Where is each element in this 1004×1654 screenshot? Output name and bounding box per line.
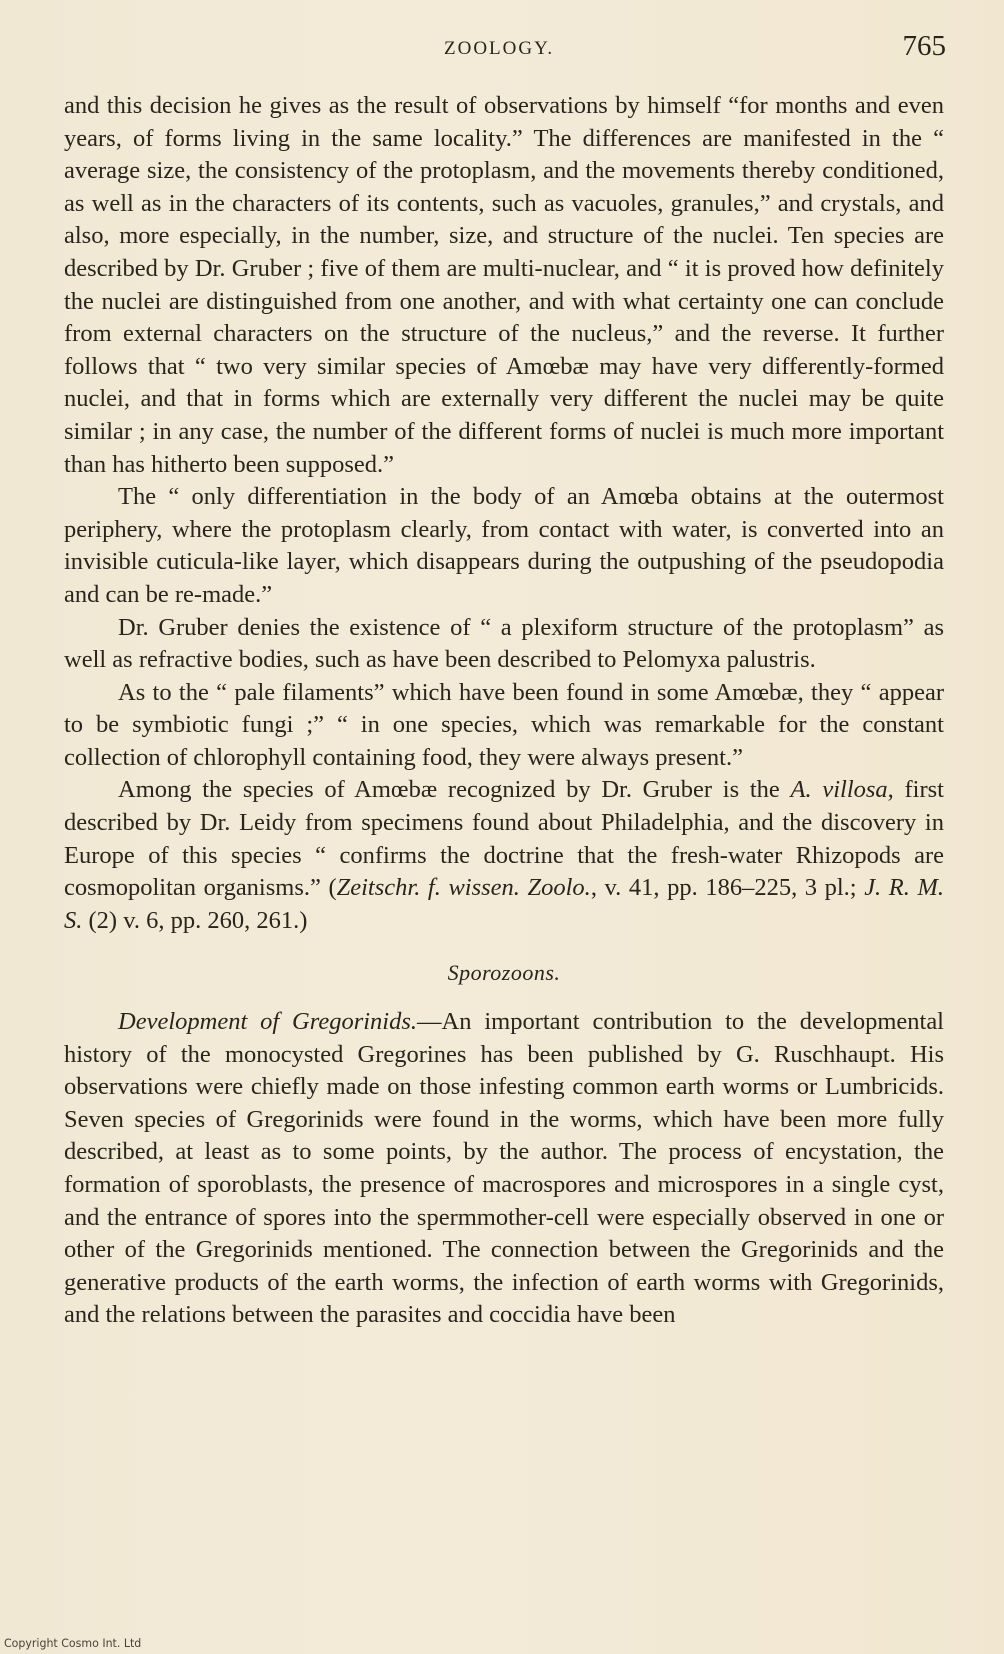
journal-citation: Zeitschr. f. wissen. Zoolo. <box>336 874 591 902</box>
running-head <box>0 30 1004 66</box>
citation-volume: (2) v. 6, pp. 260, 261.) <box>82 906 308 934</box>
paragraph-differentiation: The “ only differentiation in the body of an Amœba obtains at the outermost periphery, where the protoplasm clearly, from contact with water, is converted into an invisible cuticula-like layer, which disappears during the outpushing of the pseudopodia and can be re-made.” <box>64 483 944 608</box>
paragraph-villosa <box>64 774 944 937</box>
section-heading: Sporozoons. <box>447 960 561 986</box>
paragraph-continued: and this decision he gives as the result of observations by himself “for months and even years, of forms living in the same locality.” The differences are manifested in the “ average size, the consistency of the protoplasm, and the movements thereby conditioned, as well as in the characters of its contents, such as vacuoles, granules,” and crystals, and also, more especially, in the number, size, and structure of the nuclei. Ten species are described by Dr. Gruber ; five of them are multi-nuclear, and “ it is proved how definitely the nuclei are distinguished from one another, and with what certainty one can conclude from external characters on the structure of the nucleus,” and the reverse. It further follows that “ two very similar species of Amœbæ may have very differently-formed nuclei, and that in forms which are externally very different the nuclei may be quite similar ; in any case, the number of the different forms of nuclei is much more important than has hitherto been supposed.” <box>64 92 944 478</box>
paragraph-filaments: As to the “ pale filaments” which have been found in some Amœbæ, they “ appear to be symbiotic fungi ;” “ in one species, which was remarkable for the constant collection of chlorophyll containing food, they were always present.” <box>64 678 944 771</box>
villosa-lead: Among the species of Amœbæ recognized by Dr. Gruber is the <box>118 776 791 804</box>
paragraph-gregorinids <box>64 1006 944 1332</box>
species-name: A. villosa <box>790 776 888 804</box>
jrms-citation: J. R. M. S. <box>64 874 944 934</box>
body-text <box>64 90 944 1332</box>
copyright-notice: Copyright Cosmo Int. Ltd <box>4 1636 142 1651</box>
citation-pages: , v. 41, pp. 186–225, 3 pl.; <box>590 874 865 902</box>
paragraph-plexiform: Dr. Gruber denies the existence of “ a plexiform structure of the protoplasm” as well as refractive bodies, such as have been described to Pelomyxa palustris. <box>64 613 944 674</box>
villosa-mid: , first described by Dr. Leidy from specimens found about Philadelphia, and the discovery in Europe of this species “ confirms the doctrine that the fresh-water Rhizopods are cosmopolitan organisms.” ( <box>64 776 944 902</box>
page-number: 765 <box>902 30 946 62</box>
running-title: ZOOLOGY. <box>444 38 555 59</box>
gregorinids-text: —An important contribution to the developmental history of the monocysted Gregorines has been published by G. Ruschhaupt. His observations were chiefly made on those infesting common earth worms or Lumbricids. Seven species of Gregorinids were found in the worms, which have been more fully described, at least as to some points, by the author. The process of encystation, the formation of sporoblasts, the presence of macrospores and microspores in a single cyst, and the entrance of spores into the spermmother-cell were especially observed in one or other of the Gregorinids mentioned. The connection between the Gregorinids and the generative products of the earth worms, the infection of earth worms with Gregorinids, and the relations between the parasites and coccidia have been <box>64 1008 944 1329</box>
run-in-heading: Development of Gregorinids. <box>118 1008 418 1036</box>
